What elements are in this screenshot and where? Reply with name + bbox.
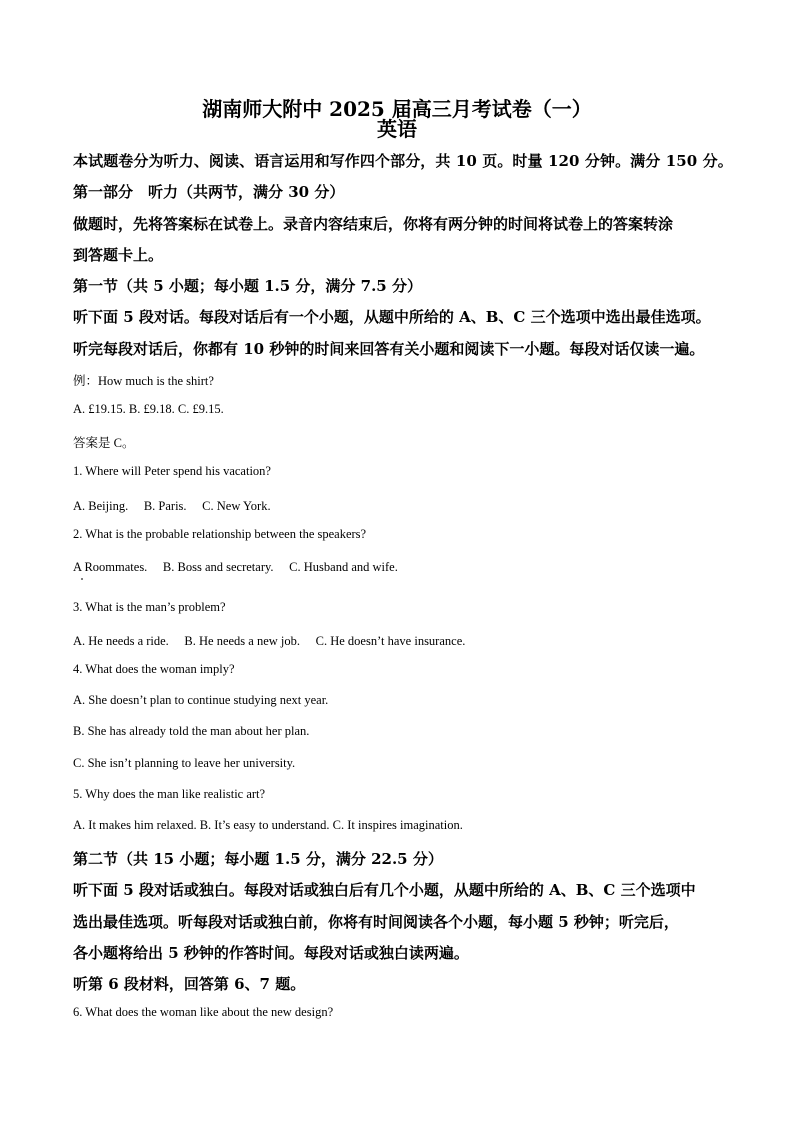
question-1-options: A. Beijing. B. Paris. C. New York. [73, 499, 271, 513]
question-4-option-c: C. She isn’t planning to leave her university. [73, 756, 296, 770]
section1-instruction-line2: 听完每段对话后，你都有 10 秒钟的时间来回答有关小题和阅读下一小题。每段对话仅读一遍。 [73, 340, 705, 358]
example-question: 例：How much is the shirt? [73, 374, 214, 388]
question-4: 4. What does the woman imply? [73, 662, 235, 676]
exam-title: 湖南师大附中 2025 届高三月考试卷（一） [202, 97, 592, 121]
section1-instruction-line1: 听下面 5 段对话。每段对话后有一个小题，从题中所给的 A、B、C 三个选项中选出最佳选项。 [73, 308, 711, 326]
part1-heading: 第一部分 听力（共两节，满分 30 分） [73, 183, 345, 201]
question-4-option-b: B. She has already told the man about her plan. [73, 724, 310, 738]
question-5-options: A. It makes him relaxed. B. It’s easy to understand. C. It inspires imagination. [73, 818, 463, 832]
question-6: 6. What does the woman like about the new design? [73, 1005, 334, 1019]
question-4-option-a: A. She doesn’t plan to continue studying next year. [73, 693, 329, 707]
question-5: 5. Why does the man like realistic art? [73, 787, 266, 801]
section2-instruction-line2: 选出最佳选项。听每段对话或独白前，你将有时间阅读各个小题，每小题 5 秒钟；听完后， [73, 913, 679, 931]
section2-heading: 第二节（共 15 小题；每小题 1.5 分，满分 22.5 分） [73, 850, 443, 868]
section2-instruction-line3: 各小题将给出 5 秒钟的作答时间。每段对话或独白读两遍。 [73, 944, 469, 962]
material-6-heading: 听第 6 段材料，回答第 6、7 题。 [73, 975, 306, 993]
question-2: 2. What is the probable relationship between the speakers? [73, 527, 367, 541]
question-1: 1. Where will Peter spend his vacation? [73, 464, 271, 478]
part1-instruction-line2: 到答题卡上。 [73, 246, 164, 264]
section2-instruction-line1: 听下面 5 段对话或独白。每段对话或独白后有几个小题，从题中所给的 A、B、C 三个选项中 [73, 881, 696, 899]
intro-text: 本试题卷分为听力、阅读、语言运用和写作四个部分，共 10 页。时量 120 分钟。满分 150 分。 [73, 152, 733, 170]
question-3-options: A. He needs a ride. B. He needs a new job. C. He doesn’t have insurance. [73, 634, 466, 648]
stray-mark [81, 578, 83, 580]
question-3: 3. What is the man’s problem? [73, 600, 226, 614]
section1-heading: 第一节（共 5 小题；每小题 1.5 分，满分 7.5 分） [73, 277, 422, 295]
part1-instruction-line1: 做题时，先将答案标在试卷上。录音内容结束后，你将有两分钟的时间将试卷上的答案转涂 [73, 215, 674, 233]
example-answer: 答案是 C。 [73, 436, 135, 450]
subject-title: 英语 [377, 117, 417, 141]
example-options: A. £19.15. B. £9.18. C. £9.15. [73, 402, 224, 416]
question-2-options: A Roommates. B. Boss and secretary. C. Husband and wife. [73, 560, 398, 574]
